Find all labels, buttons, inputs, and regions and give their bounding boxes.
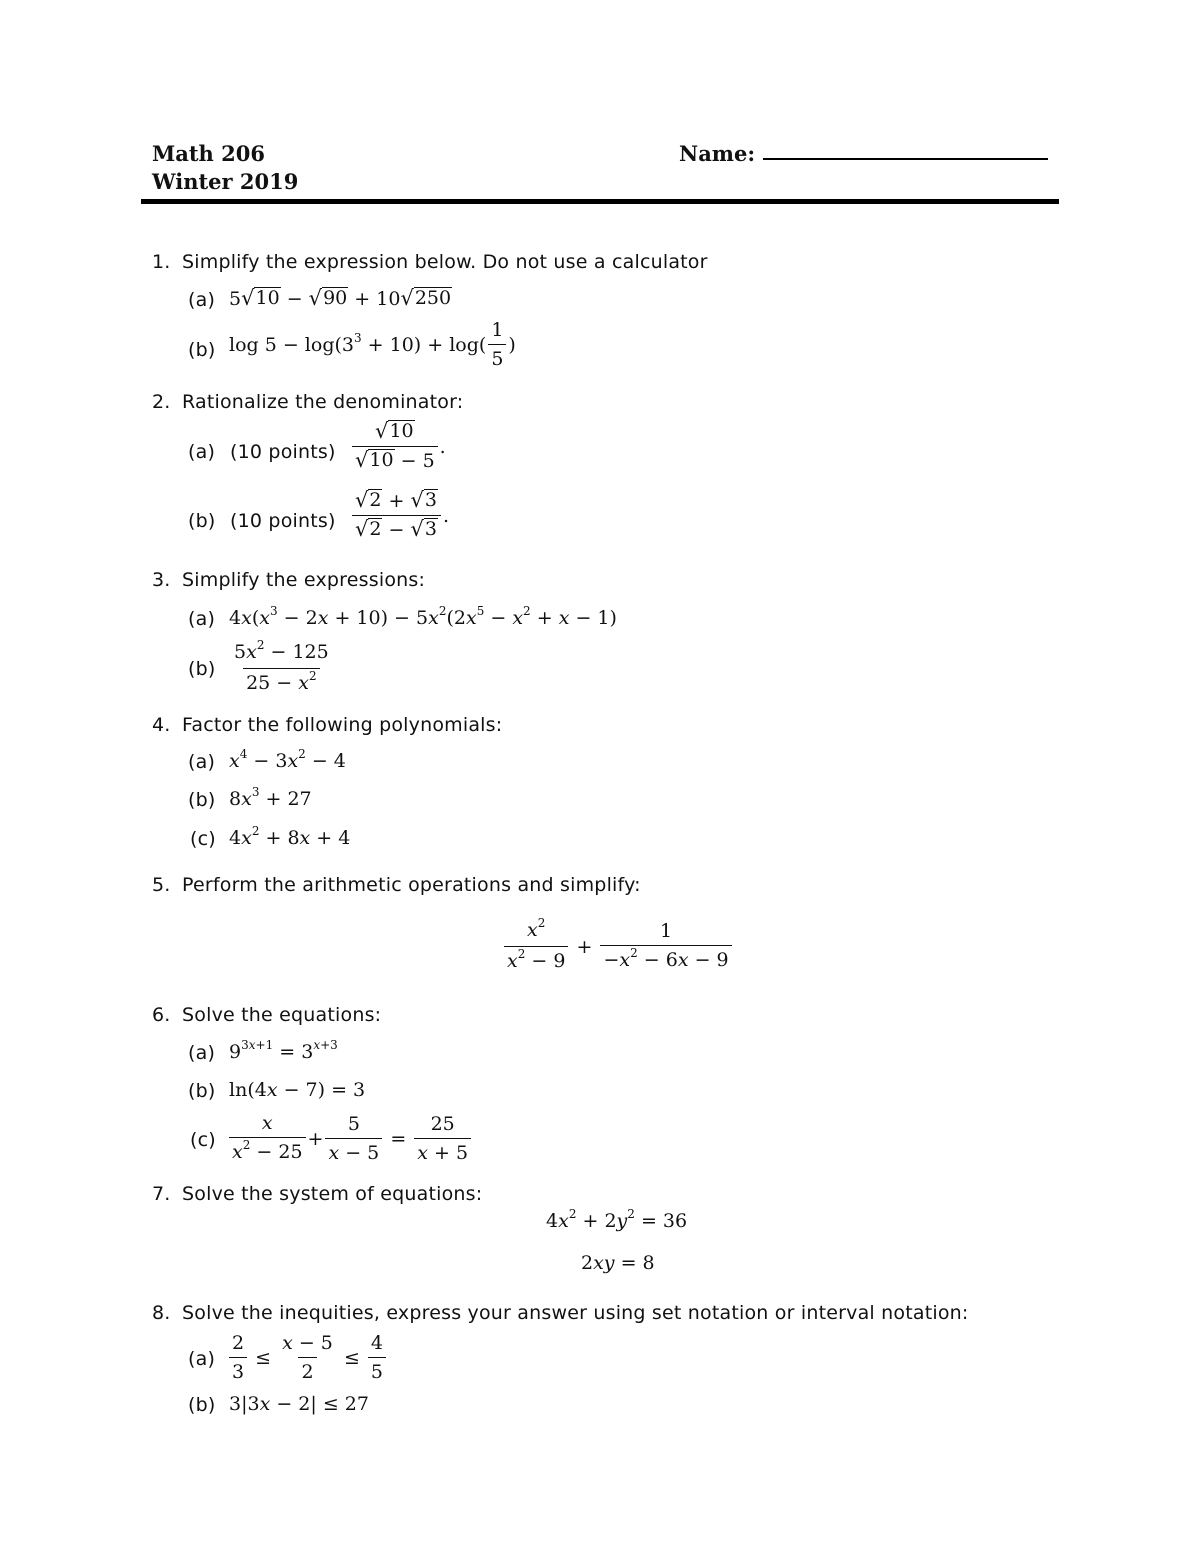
header-rule bbox=[141, 199, 1059, 204]
problem-7-equation-2: 2xy = 8 bbox=[581, 1252, 655, 1274]
problem-6a-label: (a) bbox=[188, 1042, 216, 1064]
problem-2a-label: (a) bbox=[188, 441, 216, 463]
problem-7-number: 7. bbox=[152, 1183, 171, 1205]
problem-2b-label: (b) bbox=[188, 510, 216, 532]
problem-1-number: 1. bbox=[152, 251, 171, 273]
name-blank-line[interactable] bbox=[763, 158, 1048, 160]
problem-2a-expression: √ 10 √ 10 − 5 . bbox=[350, 420, 446, 473]
problem-8b-expression: 3|3x − 2| ≤ 27 bbox=[229, 1393, 369, 1415]
problem-1a-label: (a) bbox=[188, 289, 216, 311]
problem-3-prompt: Simplify the expressions: bbox=[182, 569, 426, 591]
problem-4-number: 4. bbox=[152, 714, 171, 736]
problem-7-equation-1: $4x^2 + 2y^2 = 36$ bbox=[546, 1207, 688, 1232]
problem-2a-points: (10 points) bbox=[230, 441, 336, 463]
problem-8a-expression: $\frac{2}{3}$ ≤ $\frac{x - 5}{2}$ ≤ $\frac{4}{5}$ bbox=[227, 1331, 388, 1384]
problem-5-expression: $\frac{x^2}{x^2 - 9}$ + $\frac{1}{-x^2 - 6x - 9}$ bbox=[502, 918, 734, 975]
problem-6c-expression: $\frac{x}{x^2 - 25}$ + $\frac{5}{x - 5}$ = $\frac{25}{x + 5}$ bbox=[227, 1111, 473, 1166]
problem-6c-label: (c) bbox=[190, 1129, 216, 1151]
problem-5-prompt: Perform the arithmetic operations and simplify: bbox=[182, 874, 641, 896]
problem-6a-expression: $9^{3x+1} = 3^{x+3}$ bbox=[229, 1038, 338, 1063]
problem-1-prompt: Simplify the expression below. Do not use a calculator bbox=[182, 251, 708, 273]
problem-4c-label: (c) bbox=[190, 828, 216, 850]
problem-4a-expression: $x^4 - 3x^2 - 4$ bbox=[229, 747, 346, 772]
problem-2b-points: (10 points) bbox=[230, 510, 336, 532]
problem-2b-expression: √ 2 + √ 3 √ 2 − √ 3 . bbox=[350, 489, 449, 542]
problem-6b-label: (b) bbox=[188, 1080, 216, 1102]
problem-8a-label: (a) bbox=[188, 1348, 216, 1370]
problem-3b-expression: $\frac{5x^2 - 125}{25 - x^2}$ bbox=[229, 640, 334, 697]
problem-1b-label: (b) bbox=[188, 339, 216, 361]
problem-8-prompt: Solve the inequities, express your answer using set notation or interval notation: bbox=[182, 1302, 969, 1324]
problem-2-prompt: Rationalize the denominator: bbox=[182, 391, 464, 413]
problem-3a-label: (a) bbox=[188, 608, 216, 630]
problem-7-prompt: Solve the system of equations: bbox=[182, 1183, 483, 1205]
name-label: Name: bbox=[679, 141, 756, 166]
problem-5-number: 5. bbox=[152, 874, 171, 896]
problem-3a-expression: $4x(x^3 - 2x + 10) - 5x^2(2x^5 - x^2 + x - 1)$ bbox=[229, 604, 617, 629]
problem-8-number: 8. bbox=[152, 1302, 171, 1324]
course-title: Math 206 bbox=[152, 141, 265, 166]
problem-2-number: 2. bbox=[152, 391, 171, 413]
problem-4-prompt: Factor the following polynomials: bbox=[182, 714, 503, 736]
problem-4a-label: (a) bbox=[188, 751, 216, 773]
problem-1b-expression: $\log 5 - \log(3^3 + 10) + \log$( $\frac{1}{5}$ ) bbox=[229, 319, 516, 370]
problem-4c-expression: $4x^2 + 8x + 4$ bbox=[229, 824, 351, 849]
problem-6b-expression: ln(4x − 7) = 3 bbox=[229, 1079, 366, 1101]
problem-6-number: 6. bbox=[152, 1004, 171, 1026]
problem-3b-label: (b) bbox=[188, 658, 216, 680]
term: Winter 2019 bbox=[152, 169, 299, 194]
problem-6-prompt: Solve the equations: bbox=[182, 1004, 382, 1026]
problem-1a-expression: 5 √ 10 − √ 90 + 10 √ 250 bbox=[229, 286, 452, 310]
problem-4b-expression: $8x^3 + 27$ bbox=[229, 785, 312, 810]
problem-4b-label: (b) bbox=[188, 789, 216, 811]
problem-8b-label: (b) bbox=[188, 1394, 216, 1416]
problem-3-number: 3. bbox=[152, 569, 171, 591]
